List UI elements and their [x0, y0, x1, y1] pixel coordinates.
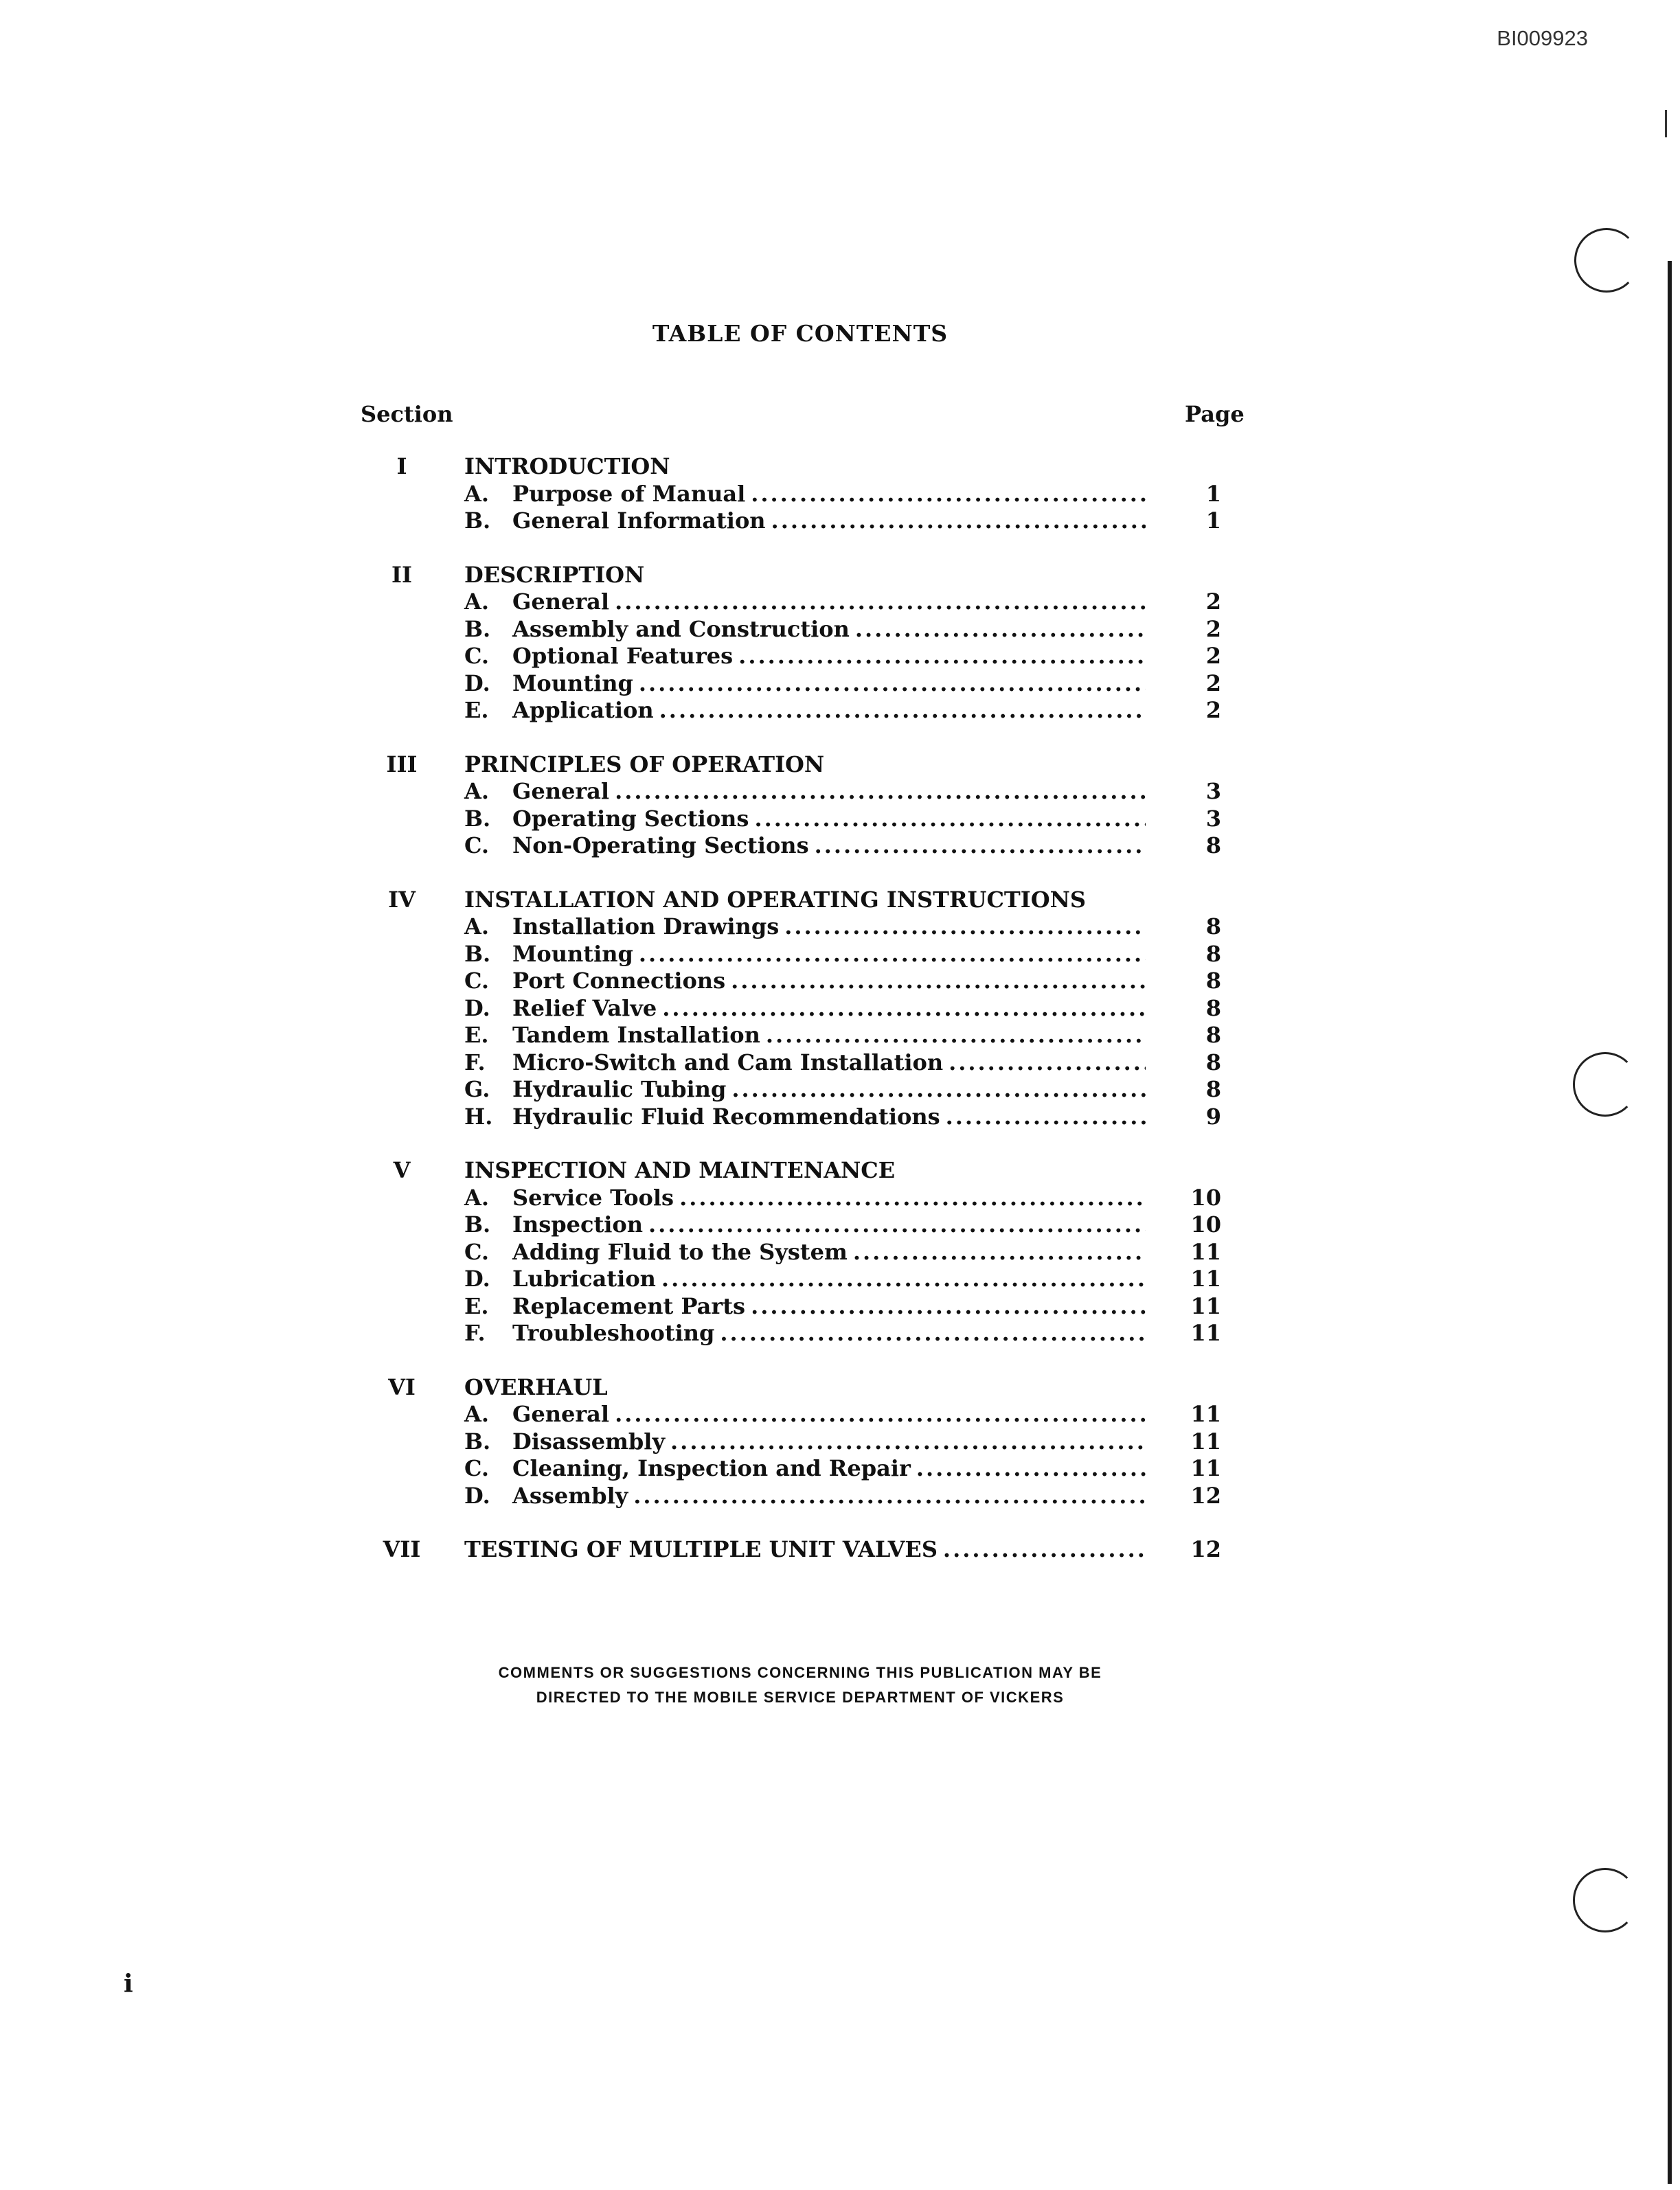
leader-dots: [784, 913, 1146, 941]
leader-dots: [659, 697, 1146, 725]
leader-dots: [615, 1401, 1146, 1428]
entry-text: [464, 1104, 1151, 1131]
leader-dots: [615, 589, 1146, 616]
page-ref: 8: [1205, 1049, 1221, 1075]
entry-label: Hydraulic Fluid Recommendations: [512, 1103, 940, 1130]
note-line: DIRECTED TO THE MOBILE SERVICE DEPARTMENT OF VICKERS: [536, 1689, 1065, 1706]
section-heading-row: [0, 453, 1680, 481]
toc-entry: [0, 697, 1680, 725]
entry-label: Assembly: [512, 1482, 628, 1509]
page-ref: 2: [1205, 643, 1221, 669]
entry-letter: E.: [464, 1022, 489, 1048]
note-line: COMMENTS OR SUGGESTIONS CONCERNING THIS PUBLICATION MAY BE: [498, 1664, 1102, 1681]
toc-entry: [0, 1293, 1680, 1321]
page-ref: 8: [1205, 940, 1221, 967]
entry-label: Mounting: [512, 670, 633, 696]
section-number: I: [396, 453, 407, 479]
page-ref: 11: [1190, 1238, 1221, 1265]
section-number: II: [391, 561, 412, 588]
entry-letter: A.: [464, 1401, 489, 1427]
entry-letter: E.: [464, 697, 489, 723]
leader-dots: [738, 643, 1146, 670]
entry-letter: C.: [464, 643, 490, 669]
entry-text: [464, 968, 1151, 995]
leader-dots: [720, 1320, 1146, 1347]
entry-label: Service Tools: [512, 1184, 674, 1211]
toc-sections: [0, 453, 1680, 1509]
toc-entry: [0, 806, 1680, 833]
leader-dots: [662, 995, 1146, 1023]
section-number: V: [393, 1157, 411, 1183]
entry-label: Optional Features: [512, 643, 734, 669]
section-title: OVERHAUL: [464, 1373, 608, 1400]
entry-text: [464, 1455, 1151, 1483]
entry-text: [464, 1293, 1151, 1321]
entry-label: Micro-Switch and Cam Installation: [512, 1049, 944, 1075]
entry-text: [464, 1239, 1151, 1266]
entry-label: General: [512, 1401, 610, 1427]
toc-entry: [0, 1401, 1680, 1428]
section-number: VII: [383, 1536, 421, 1562]
entry-letter: C.: [464, 968, 490, 994]
leader-dots: [633, 1483, 1146, 1510]
entry-label: Mounting: [512, 940, 633, 967]
entry-label: Disassembly: [512, 1428, 666, 1455]
toc-entry: [0, 507, 1680, 535]
entry-text: [464, 1185, 1151, 1212]
entry-text: [464, 481, 1151, 508]
entry-letter: D.: [464, 670, 490, 696]
page-title: TABLE OF CONTENTS: [652, 320, 949, 347]
entry-text: [464, 1076, 1151, 1104]
page-ref: 2: [1205, 615, 1221, 642]
entry-letter: C.: [464, 1455, 490, 1481]
section-title: TESTING OF MULTIPLE UNIT VALVES: [464, 1536, 938, 1562]
entry-text: [464, 1483, 1151, 1510]
section-number: IV: [388, 886, 416, 913]
toc-entry: [0, 481, 1680, 508]
page-ref: 11: [1190, 1455, 1221, 1481]
entry-label: General Information: [512, 507, 766, 534]
entry-text: [464, 941, 1151, 968]
toc-entry: [0, 643, 1680, 670]
page-ref: 11: [1190, 1320, 1221, 1346]
entry-text: [464, 589, 1151, 616]
page-ref: 1: [1205, 507, 1221, 534]
page-ref: 2: [1205, 670, 1221, 696]
page-ref: 12: [1190, 1536, 1221, 1562]
entry-label: Adding Fluid to the System: [512, 1238, 848, 1265]
entry-text: [464, 1266, 1151, 1293]
entry-text: [464, 913, 1151, 941]
page-ref: 8: [1205, 968, 1221, 994]
entry-label: Replacement Parts: [512, 1292, 746, 1319]
page-ref: 8: [1205, 832, 1221, 858]
leader-dots: [754, 806, 1146, 833]
toc-entry: [0, 913, 1680, 941]
section-column-header: Section: [361, 401, 453, 427]
entry-letter: B.: [464, 940, 491, 967]
section-title: INSPECTION AND MAINTENANCE: [464, 1157, 896, 1183]
leader-dots: [943, 1536, 1146, 1564]
entry-label: Assembly and Construction: [512, 615, 850, 642]
toc-section: [0, 887, 1680, 1131]
section-heading-row: [0, 562, 1680, 589]
section-heading-row: [0, 887, 1680, 914]
document-id: BI009923: [1497, 26, 1588, 50]
leader-dots: [815, 832, 1146, 860]
entry-text: [464, 995, 1151, 1023]
toc-entry: [0, 941, 1680, 968]
punch-hole-icon: [1573, 1868, 1637, 1932]
leader-dots: [855, 616, 1146, 643]
entry-label: Troubleshooting: [512, 1320, 715, 1346]
leader-dots: [751, 1293, 1146, 1321]
entry-letter: B.: [464, 1211, 491, 1237]
toc-entry: [0, 1428, 1680, 1456]
leader-dots: [679, 1185, 1146, 1212]
page-edge-mark: [1665, 110, 1667, 137]
entry-label: Inspection: [512, 1211, 644, 1237]
toc-entry: [0, 616, 1680, 643]
table-of-contents: [0, 453, 1680, 1564]
entry-label: Purpose of Manual: [512, 480, 746, 507]
entry-letter: B.: [464, 615, 491, 642]
page-ref: 11: [1190, 1266, 1221, 1292]
leader-dots: [766, 1022, 1146, 1049]
entry-letter: A.: [464, 589, 489, 615]
section-title-row: [464, 1536, 1151, 1564]
leader-dots: [853, 1239, 1146, 1266]
toc-section: [0, 1374, 1680, 1510]
entry-text: [464, 1211, 1151, 1239]
toc-section: [0, 453, 1680, 535]
entry-letter: A.: [464, 913, 489, 939]
section-title: INSTALLATION AND OPERATING INSTRUCTIONS: [464, 886, 1086, 913]
entry-label: Hydraulic Tubing: [512, 1076, 727, 1102]
page-ref: 11: [1190, 1428, 1221, 1455]
toc-entry: [0, 1185, 1680, 1212]
entry-text: [464, 832, 1151, 860]
toc-entry: [0, 589, 1680, 616]
toc-entry: [0, 1049, 1680, 1077]
toc-entry: [0, 832, 1680, 860]
entry-text: [464, 670, 1151, 698]
entry-text: [464, 1049, 1151, 1077]
toc-entry: [0, 1239, 1680, 1266]
page-ref: 9: [1205, 1103, 1221, 1130]
entry-text: [464, 1022, 1151, 1049]
page-ref: 8: [1205, 913, 1221, 939]
entry-text: [464, 1401, 1151, 1428]
leader-dots: [731, 968, 1146, 995]
entry-letter: H.: [464, 1103, 493, 1130]
entry-letter: A.: [464, 1184, 489, 1211]
entry-letter: C.: [464, 1238, 490, 1265]
leader-dots: [639, 941, 1146, 968]
entry-letter: A.: [464, 480, 489, 507]
toc-entry: [0, 1266, 1680, 1293]
entry-label: General: [512, 778, 610, 804]
entry-label: Port Connections: [512, 968, 726, 994]
entry-letter: D.: [464, 1266, 490, 1292]
page-ref: 12: [1190, 1482, 1221, 1509]
leader-dots: [771, 507, 1146, 535]
entry-text: [464, 806, 1151, 833]
toc-entry: [0, 968, 1680, 995]
page-ref: 10: [1190, 1211, 1221, 1237]
punch-hole-icon: [1573, 1052, 1637, 1117]
page-ref: 1: [1205, 480, 1221, 507]
entry-label: Installation Drawings: [512, 913, 780, 939]
page-ref: 11: [1190, 1401, 1221, 1427]
section-title: INTRODUCTION: [464, 453, 670, 479]
entry-text: [464, 1428, 1151, 1456]
page-number: i: [124, 1970, 133, 1998]
leader-dots: [615, 778, 1146, 806]
entry-letter: D.: [464, 1482, 490, 1509]
toc-entry: [0, 1320, 1680, 1347]
entry-letter: F.: [464, 1320, 486, 1346]
toc-entry: [0, 1104, 1680, 1131]
entry-label: General: [512, 589, 610, 615]
section-number: VI: [388, 1373, 416, 1400]
toc-entry: [0, 1022, 1680, 1049]
section-heading-row: [0, 751, 1680, 779]
leader-dots: [639, 670, 1146, 698]
entry-text: [464, 1320, 1151, 1347]
toc-entry: [0, 670, 1680, 698]
entry-label: Relief Valve: [512, 994, 657, 1021]
entry-text: [464, 616, 1151, 643]
entry-letter: G.: [464, 1076, 490, 1102]
leader-dots: [648, 1211, 1146, 1239]
comments-note: [0, 1661, 1600, 1710]
leader-dots: [916, 1455, 1146, 1483]
page-edge-shadow: [1668, 261, 1672, 2184]
leader-dots: [731, 1076, 1146, 1104]
toc-entry: [0, 778, 1680, 806]
page-column-header: Page: [1185, 401, 1245, 427]
entry-text: [464, 778, 1151, 806]
entry-text: [464, 697, 1151, 725]
page-ref: 3: [1205, 778, 1221, 804]
section-title: DESCRIPTION: [464, 561, 645, 588]
entry-letter: D.: [464, 994, 490, 1021]
section-title: PRINCIPLES OF OPERATION: [464, 751, 825, 777]
entry-letter: E.: [464, 1292, 489, 1319]
entry-label: Lubrication: [512, 1266, 656, 1292]
entry-label: Tandem Installation: [512, 1022, 760, 1048]
page-ref: 11: [1190, 1292, 1221, 1319]
toc-section: [0, 1157, 1680, 1347]
toc-section: [0, 562, 1680, 725]
entry-letter: B.: [464, 805, 491, 832]
toc-entry: [0, 1455, 1680, 1483]
entry-letter: B.: [464, 507, 491, 534]
page-ref: 3: [1205, 805, 1221, 832]
page-ref: 8: [1205, 1076, 1221, 1102]
entry-label: Cleaning, Inspection and Repair: [512, 1455, 911, 1481]
entry-letter: B.: [464, 1428, 491, 1455]
punch-hole-icon: [1574, 228, 1639, 293]
leader-dots: [661, 1266, 1146, 1293]
entry-label: Application: [512, 697, 654, 723]
section-number: III: [386, 751, 418, 777]
toc-entry: [0, 1483, 1680, 1510]
toc-entry: [0, 1211, 1680, 1239]
entry-letter: C.: [464, 832, 490, 858]
leader-dots: [670, 1428, 1146, 1456]
section-heading-row: [0, 1374, 1680, 1402]
page-ref: 10: [1190, 1184, 1221, 1211]
page-ref: 2: [1205, 589, 1221, 615]
leader-dots: [751, 481, 1146, 508]
toc-section-vii: [0, 1536, 1680, 1564]
page-ref: 8: [1205, 1022, 1221, 1048]
entry-letter: F.: [464, 1049, 486, 1075]
toc-entry: [0, 995, 1680, 1023]
entry-label: Non-Operating Sections: [512, 832, 809, 858]
entry-letter: A.: [464, 778, 489, 804]
leader-dots: [949, 1049, 1146, 1077]
section-heading-row: [0, 1157, 1680, 1185]
entry-text: [464, 643, 1151, 670]
entry-text: [464, 507, 1151, 535]
page-ref: 8: [1205, 994, 1221, 1021]
entry-label: Operating Sections: [512, 805, 749, 832]
page-ref: 2: [1205, 697, 1221, 723]
leader-dots: [946, 1104, 1146, 1131]
toc-entry: [0, 1076, 1680, 1104]
toc-section: [0, 751, 1680, 860]
